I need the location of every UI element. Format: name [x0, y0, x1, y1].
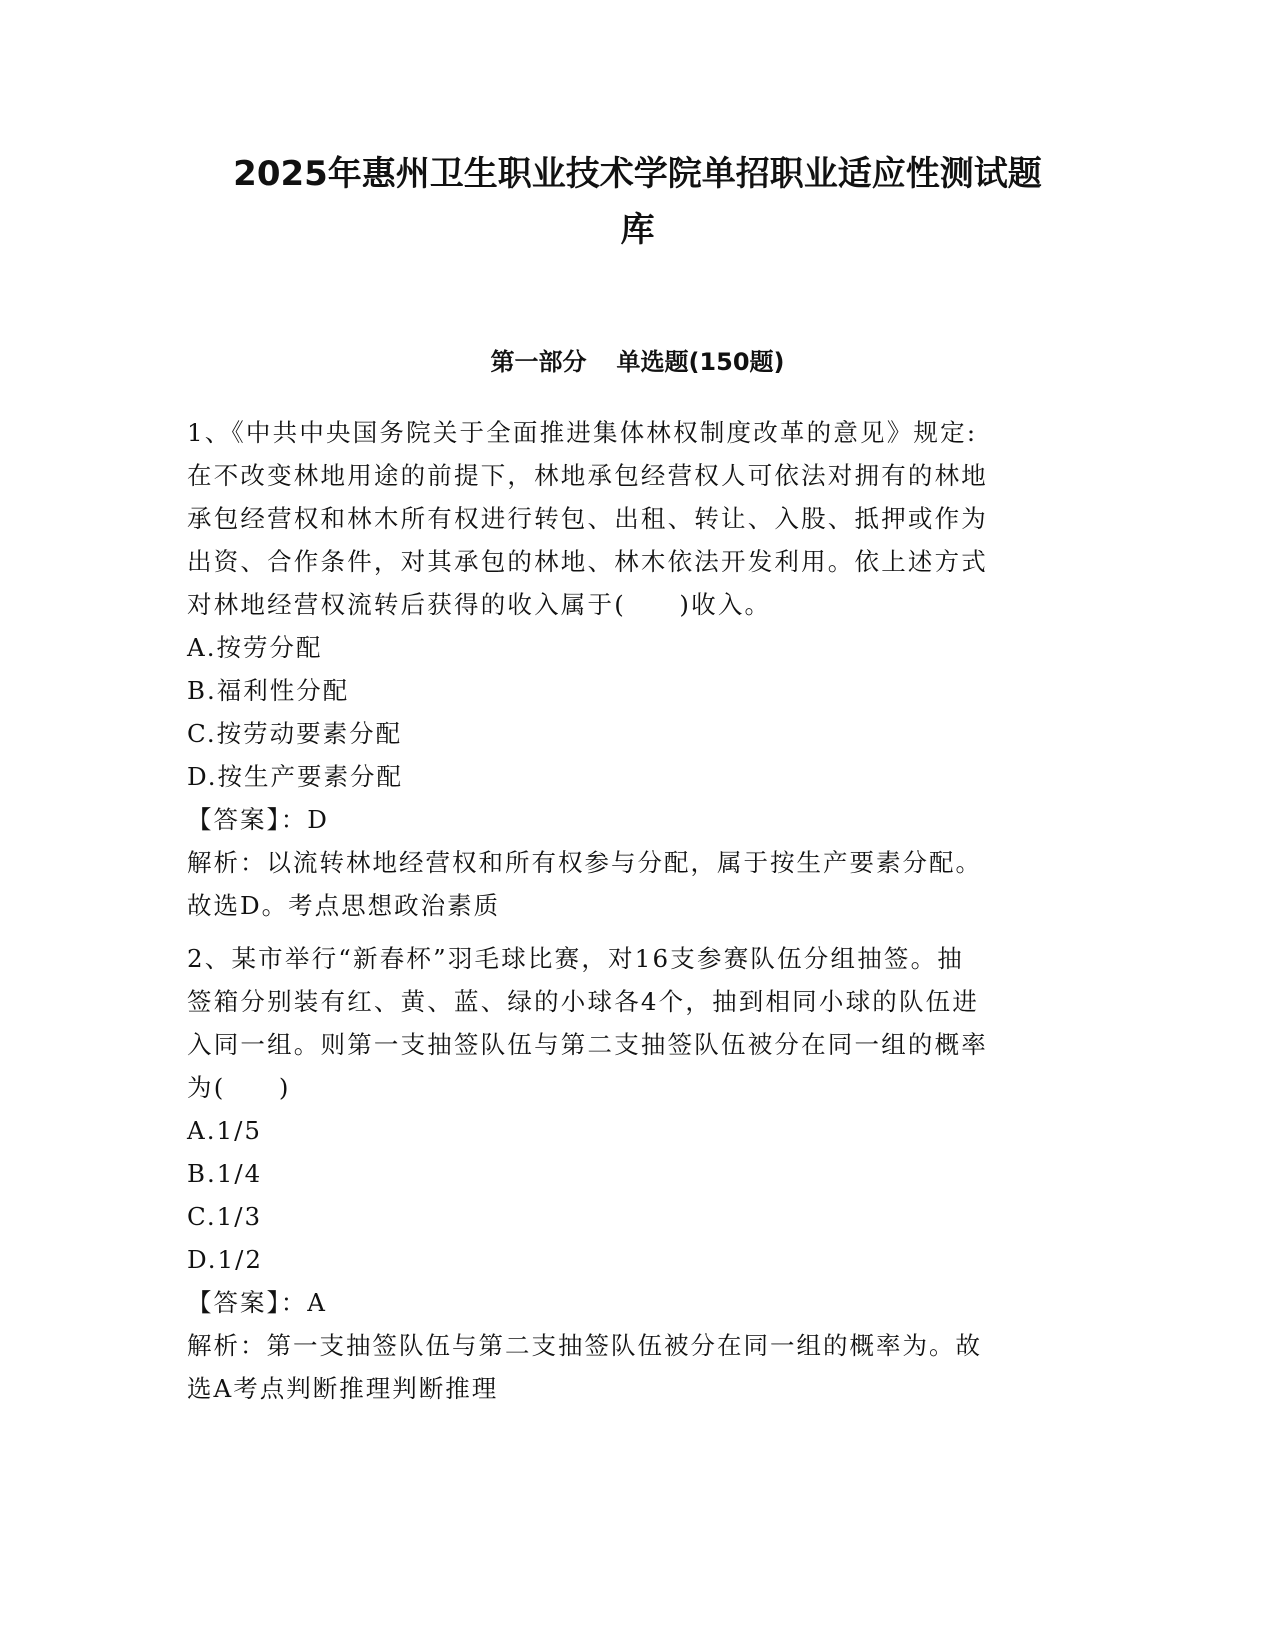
option-a: A.1/5	[187, 1116, 262, 1145]
option-b: B.福利性分配	[187, 676, 350, 705]
analysis-line: 故选D。考点思想政治素质	[187, 891, 501, 920]
title-line-2: 库	[620, 210, 655, 250]
question-stem	[187, 937, 1057, 1109]
option-a: A.按劳分配	[187, 633, 323, 662]
question-1	[187, 411, 1057, 927]
analysis-line: 解析：第一支抽签队伍与第二支抽签队伍被分在同一组的概率为。故	[187, 1331, 982, 1360]
analysis	[187, 1324, 1057, 1410]
stem-line: 在不改变林地用途的前提下，林地承包经营权人可依法对拥有的林地	[187, 461, 988, 490]
stem-line: 1、《中共中央国务院关于全面推进集体林权制度改革的意见》规定:	[187, 418, 978, 447]
stem-line: 为( )	[187, 1073, 291, 1102]
question-2	[187, 937, 1057, 1410]
analysis-line: 解析：以流转林地经营权和所有权参与分配，属于按生产要素分配。	[187, 848, 982, 877]
stem-line: 出资、合作条件，对其承包的林地、林木依法开发利用。依上述方式	[187, 547, 988, 576]
option-d: D.按生产要素分配	[187, 762, 404, 791]
question-list	[187, 411, 1057, 1420]
stem-line: 对林地经营权流转后获得的收入属于( )收入。	[187, 590, 772, 619]
title-line-1: 2025年惠州卫生职业技术学院单招职业适应性测试题	[233, 154, 1042, 194]
option-b: B.1/4	[187, 1159, 263, 1188]
option-c: C.1/3	[187, 1202, 263, 1231]
section-name: 单选题(150题)	[616, 348, 785, 376]
answer-line: 【答案】：D	[187, 805, 329, 834]
document-title	[150, 146, 1125, 258]
analysis	[187, 841, 1057, 927]
option-d: D.1/2	[187, 1245, 263, 1274]
section-part: 第一部分	[490, 348, 587, 376]
analysis-line: 选A考点判断推理判断推理	[187, 1374, 499, 1403]
stem-line: 承包经营权和林木所有权进行转包、出租、转让、入股、抵押或作为	[187, 504, 988, 533]
section-heading	[150, 344, 1125, 380]
answer-line: 【答案】：A	[187, 1288, 327, 1317]
option-c: C.按劳动要素分配	[187, 719, 403, 748]
question-stem	[187, 411, 1057, 626]
stem-line: 2、某市举行“新春杯”羽毛球比赛，对16支参赛队伍分组抽签。抽	[187, 944, 965, 973]
stem-line: 签箱分别装有红、黄、蓝、绿的小球各4个，抽到相同小球的队伍进	[187, 987, 980, 1016]
stem-line: 入同一组。则第一支抽签队伍与第二支抽签队伍被分在同一组的概率	[187, 1030, 988, 1059]
